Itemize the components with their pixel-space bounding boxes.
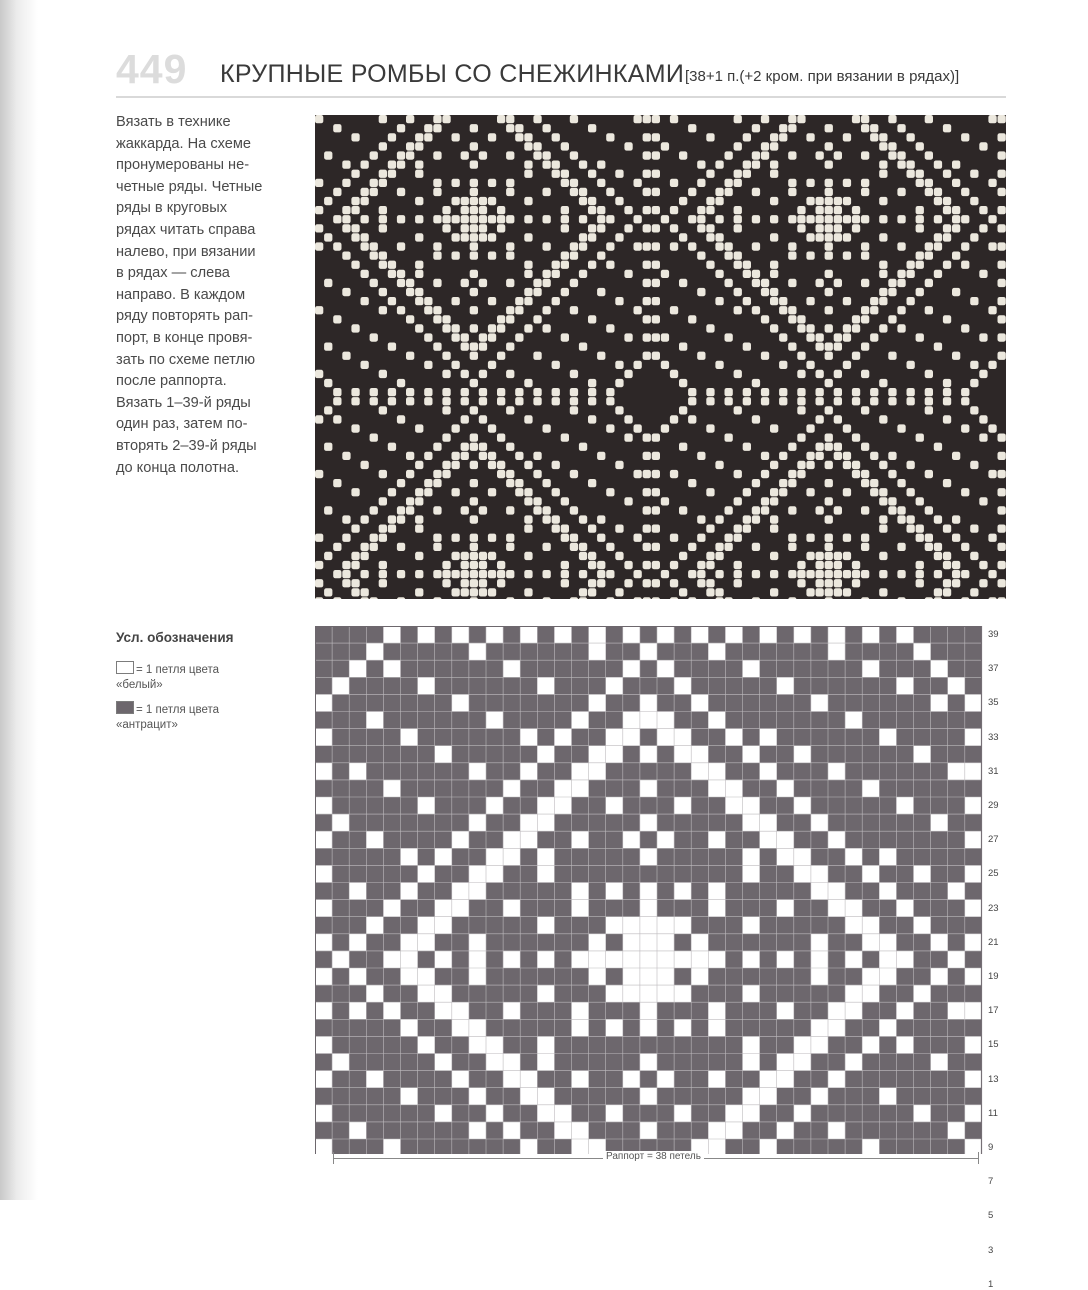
row-number: 7 — [988, 1176, 994, 1188]
row-number: 29 — [988, 800, 999, 811]
instruction-line: направо. В каждом — [116, 286, 246, 303]
instruction-line: порт, в конце провя- — [116, 329, 253, 346]
row-number: 39 — [988, 629, 999, 640]
knitting-chart-grid — [315, 626, 983, 1154]
legend-white-label: = 1 петля цвета — [136, 664, 220, 676]
row-number: 35 — [988, 697, 999, 709]
repeat-label: Раппорт = 38 петель — [603, 1151, 704, 1162]
instruction-line: после раппорта. — [116, 373, 227, 390]
instruction-line: ряды в круговых — [116, 200, 228, 217]
legend-dark-item — [116, 701, 219, 733]
knitted-sample-photo — [315, 115, 1006, 599]
instruction-line: один раз, затем по- — [116, 416, 248, 433]
pattern-header — [116, 48, 1006, 98]
instruction-line: зать по схеме петлю — [116, 351, 256, 368]
instruction-line: вторять 2–39-й ряды — [116, 437, 257, 454]
legend-dark-label: = 1 петля цвета — [136, 704, 220, 716]
row-number: 37 — [988, 663, 999, 675]
knitted-sample-image — [315, 115, 1006, 599]
row-number: 21 — [988, 936, 999, 948]
instruction-line: налево, при вязании — [116, 243, 256, 260]
row-number: 23 — [988, 902, 999, 914]
repeat-bracket-start — [333, 1152, 334, 1164]
legend-title: Усл. обозначения — [116, 630, 234, 645]
repeat-bracket-end — [978, 1152, 979, 1164]
row-number: 15 — [988, 1039, 999, 1051]
row-number: 9 — [988, 1142, 994, 1153]
instructions-text — [116, 112, 296, 479]
row-number: 13 — [988, 1073, 999, 1085]
legend-white-color: «белый» — [116, 679, 163, 691]
pattern-stitch-count: [38+1 п.(+2 кром. при вязании в рядах)] — [685, 68, 960, 85]
row-number: 33 — [988, 731, 999, 743]
legend-white-item — [116, 661, 219, 693]
instruction-line: до конца полотна. — [116, 459, 240, 476]
white-stitch-swatch — [116, 661, 134, 674]
row-number: 25 — [988, 868, 999, 880]
row-number: 27 — [988, 834, 999, 846]
row-number: 31 — [988, 765, 999, 777]
instruction-line: рядах читать справа — [116, 221, 256, 238]
instruction-line: пронумерованы не- — [116, 157, 250, 174]
knitting-chart — [315, 626, 983, 1159]
row-number: 5 — [988, 1210, 994, 1222]
instruction-line: Вязать в технике — [116, 114, 231, 130]
instruction-line: Вязать 1–39-й ряды — [116, 394, 251, 411]
row-number: 19 — [988, 971, 999, 982]
row-number: 1 — [988, 1278, 994, 1290]
row-number: 3 — [988, 1244, 994, 1256]
legend-dark-color: «антрацит» — [116, 719, 178, 731]
row-number: 17 — [988, 1005, 999, 1017]
instruction-line: жаккарда. На схеме — [116, 135, 252, 152]
pattern-number: 449 — [116, 46, 188, 92]
instruction-line: в рядах — слева — [116, 265, 230, 282]
row-number: 11 — [988, 1107, 998, 1119]
page-edge-shadow — [0, 0, 38, 1200]
anthracite-stitch-swatch — [116, 701, 134, 714]
instruction-line: четные ряды. Четные — [116, 178, 263, 195]
instruction-line: ряду повторять рап- — [116, 308, 254, 325]
pattern-title: КРУПНЫЕ РОМБЫ СО СНЕЖИНКАМИ — [220, 60, 685, 88]
